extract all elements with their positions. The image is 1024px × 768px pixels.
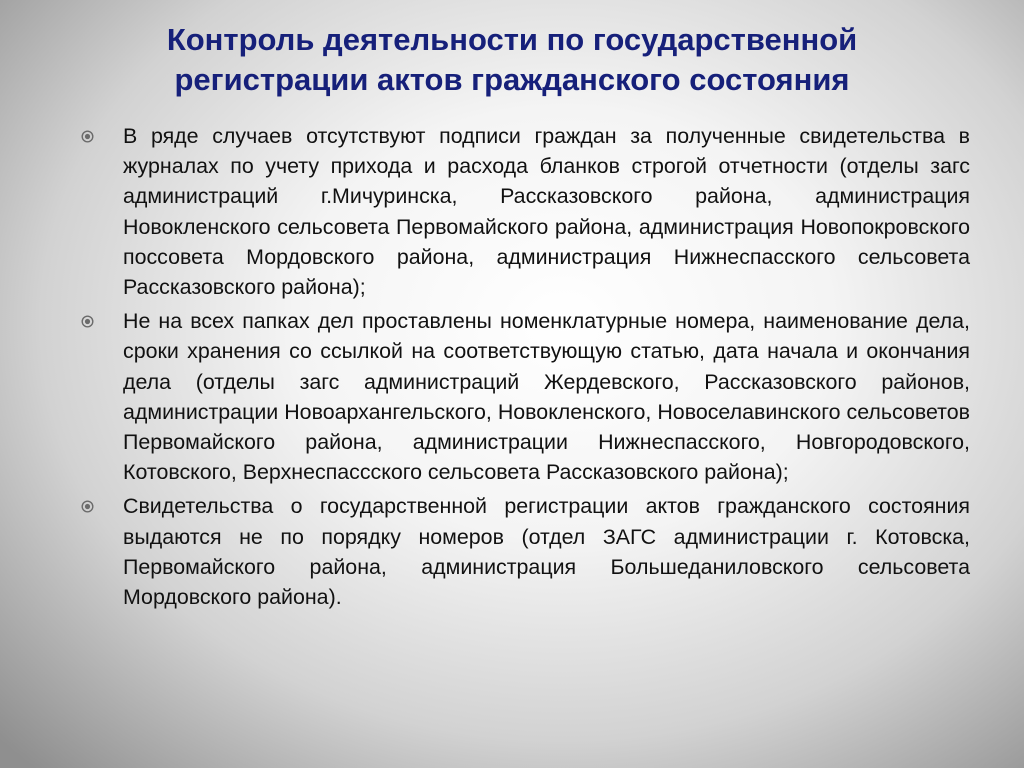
circle-dot-icon [81,500,94,513]
slide-title-line-2: регистрации актов гражданского состояния [174,62,850,97]
bullet-list [78,121,970,612]
bullet-item-text: В ряде случаев отсутствуют подписи граждан за полученные свидетельства в журналах по учету прихода и расхода бланков строгой отчетности (отделы загс администраций г.Мичуринска, Рассказовского района, администрация Новокленского сельсовета Первомайского района, администрация Новопокровского поссовета Мордовского района, администрация Нижнеспасского сельсовета Рассказовского района); [123,124,970,300]
slide-title [40,20,984,100]
bullet-item-1 [78,121,970,302]
bullet-item-2 [78,306,970,487]
circle-dot-icon [81,130,94,143]
bullet-item-3 [78,491,970,612]
bullet-item-text: Не на всех папках дел проставлены номенклатурные номера, наименование дела, сроки хранения со ссылкой на соответствующую статью, дата начала и окончания дела (отделы загс администраций Жердевского, Рассказовского районов, администрации Новоархангельского, Новокленского, Новоселавинского сельсоветов Первомайского района, администрации Нижнеспасского, Новгородовского, Котовского, Верхнеспассского сельсовета Рассказовского района); [123,309,970,485]
bullet-item-text: Свидетельства о государственной регистрации актов гражданского состояния выдаются не по порядку номеров (отдел ЗАГС администрации г. Котовска, Первомайского района, администрация Большеданиловского сельсовета Мордовского района). [123,494,970,610]
circle-dot-icon [81,315,94,328]
slide-title-line-1: Контроль деятельности по государственной [166,22,858,57]
